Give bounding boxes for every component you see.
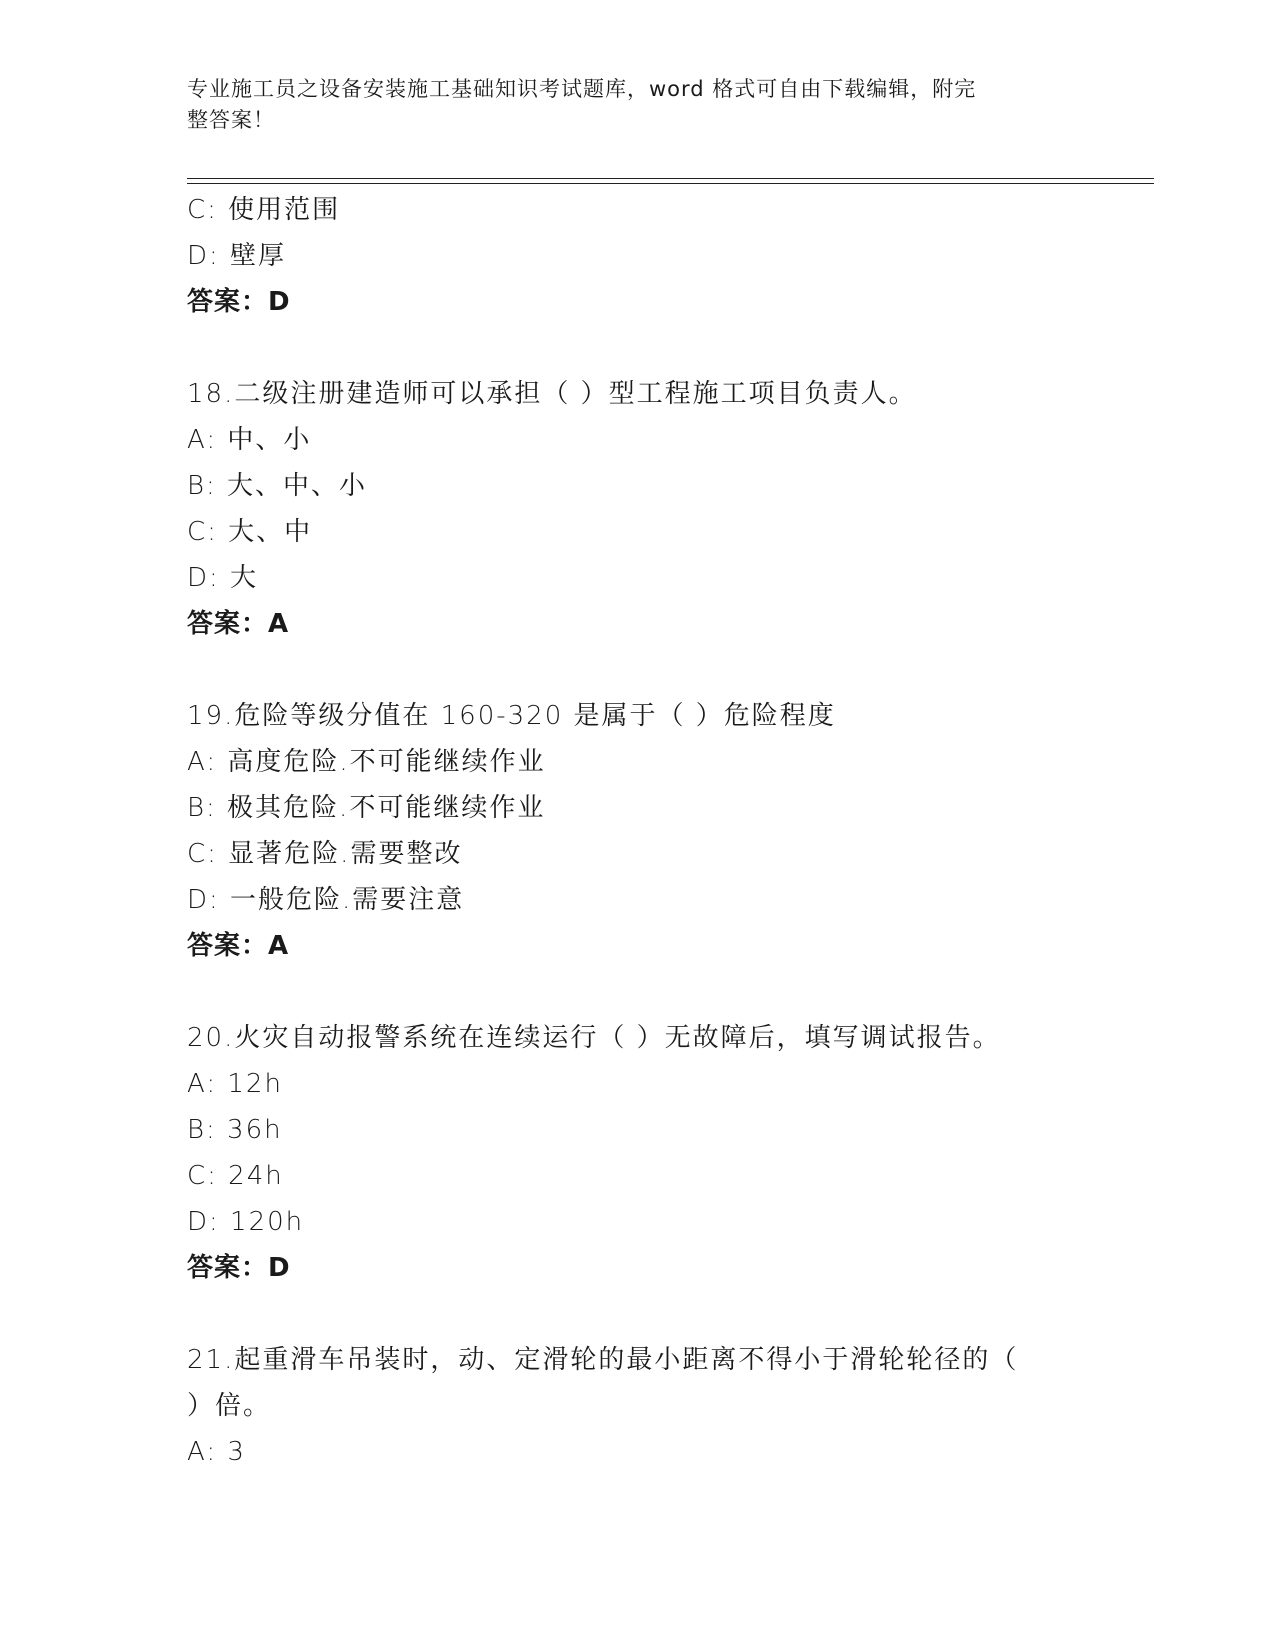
answer: 答案：A <box>187 931 290 961</box>
option-a: A: 中、小 <box>187 425 312 455</box>
question-text: 19.危险等级分值在 160-320 是属于（ ）危险程度 <box>187 701 836 731</box>
header-divider-bottom <box>187 183 1154 184</box>
question-text: 20.火灾自动报警系统在连续运行（ ）无故障后，填写调试报告。 <box>187 1023 1001 1053</box>
spacer <box>187 647 1067 693</box>
question-21 <box>187 1337 1067 1475</box>
answer: 答案：A <box>187 609 290 639</box>
question-20 <box>187 1015 1067 1291</box>
option-b: B: 36h <box>187 1115 283 1145</box>
question-19 <box>187 693 1067 969</box>
option-a: A: 3 <box>187 1437 246 1467</box>
option-d: D: 一般危险.需要注意 <box>187 885 465 915</box>
header-divider-top <box>187 178 1154 179</box>
spacer <box>187 969 1067 1015</box>
question-list <box>187 187 1067 1475</box>
option-a: A: 12h <box>187 1069 283 1099</box>
option-c: C: 显著危险.需要整改 <box>187 839 463 869</box>
option-d: D: 120h <box>187 1207 305 1237</box>
answer: 答案：D <box>187 1253 291 1283</box>
question-text-line-1: 21.起重滑车吊装时，动、定滑轮的最小距离不得小于滑轮轮径的（ <box>187 1345 1019 1375</box>
option-b: B: 极其危险.不可能继续作业 <box>187 793 546 823</box>
header-line-1: 专业施工员之设备安装施工基础知识考试题库，word 格式可自由下载编辑，附完 <box>187 77 977 101</box>
question-text: 18.二级注册建造师可以承担（ ）型工程施工项目负责人。 <box>187 379 917 409</box>
option-c: C: 大、中 <box>187 517 313 547</box>
option-c: C: 使用范围 <box>187 195 341 225</box>
header-line-2: 整答案！ <box>187 108 275 132</box>
option-c: C: 24h <box>187 1161 284 1191</box>
answer: 答案：D <box>187 287 291 317</box>
spacer <box>187 1291 1067 1337</box>
option-a: A: 高度危险.不可能继续作业 <box>187 747 546 777</box>
spacer <box>187 325 1067 371</box>
question-17-tail <box>187 187 1067 325</box>
option-d: D: 壁厚 <box>187 241 287 271</box>
option-d: D: 大 <box>187 563 259 593</box>
option-b: B: 大、中、小 <box>187 471 368 501</box>
question-text-line-2: ）倍。 <box>187 1391 272 1421</box>
question-18 <box>187 371 1067 647</box>
document-header <box>187 74 1067 136</box>
